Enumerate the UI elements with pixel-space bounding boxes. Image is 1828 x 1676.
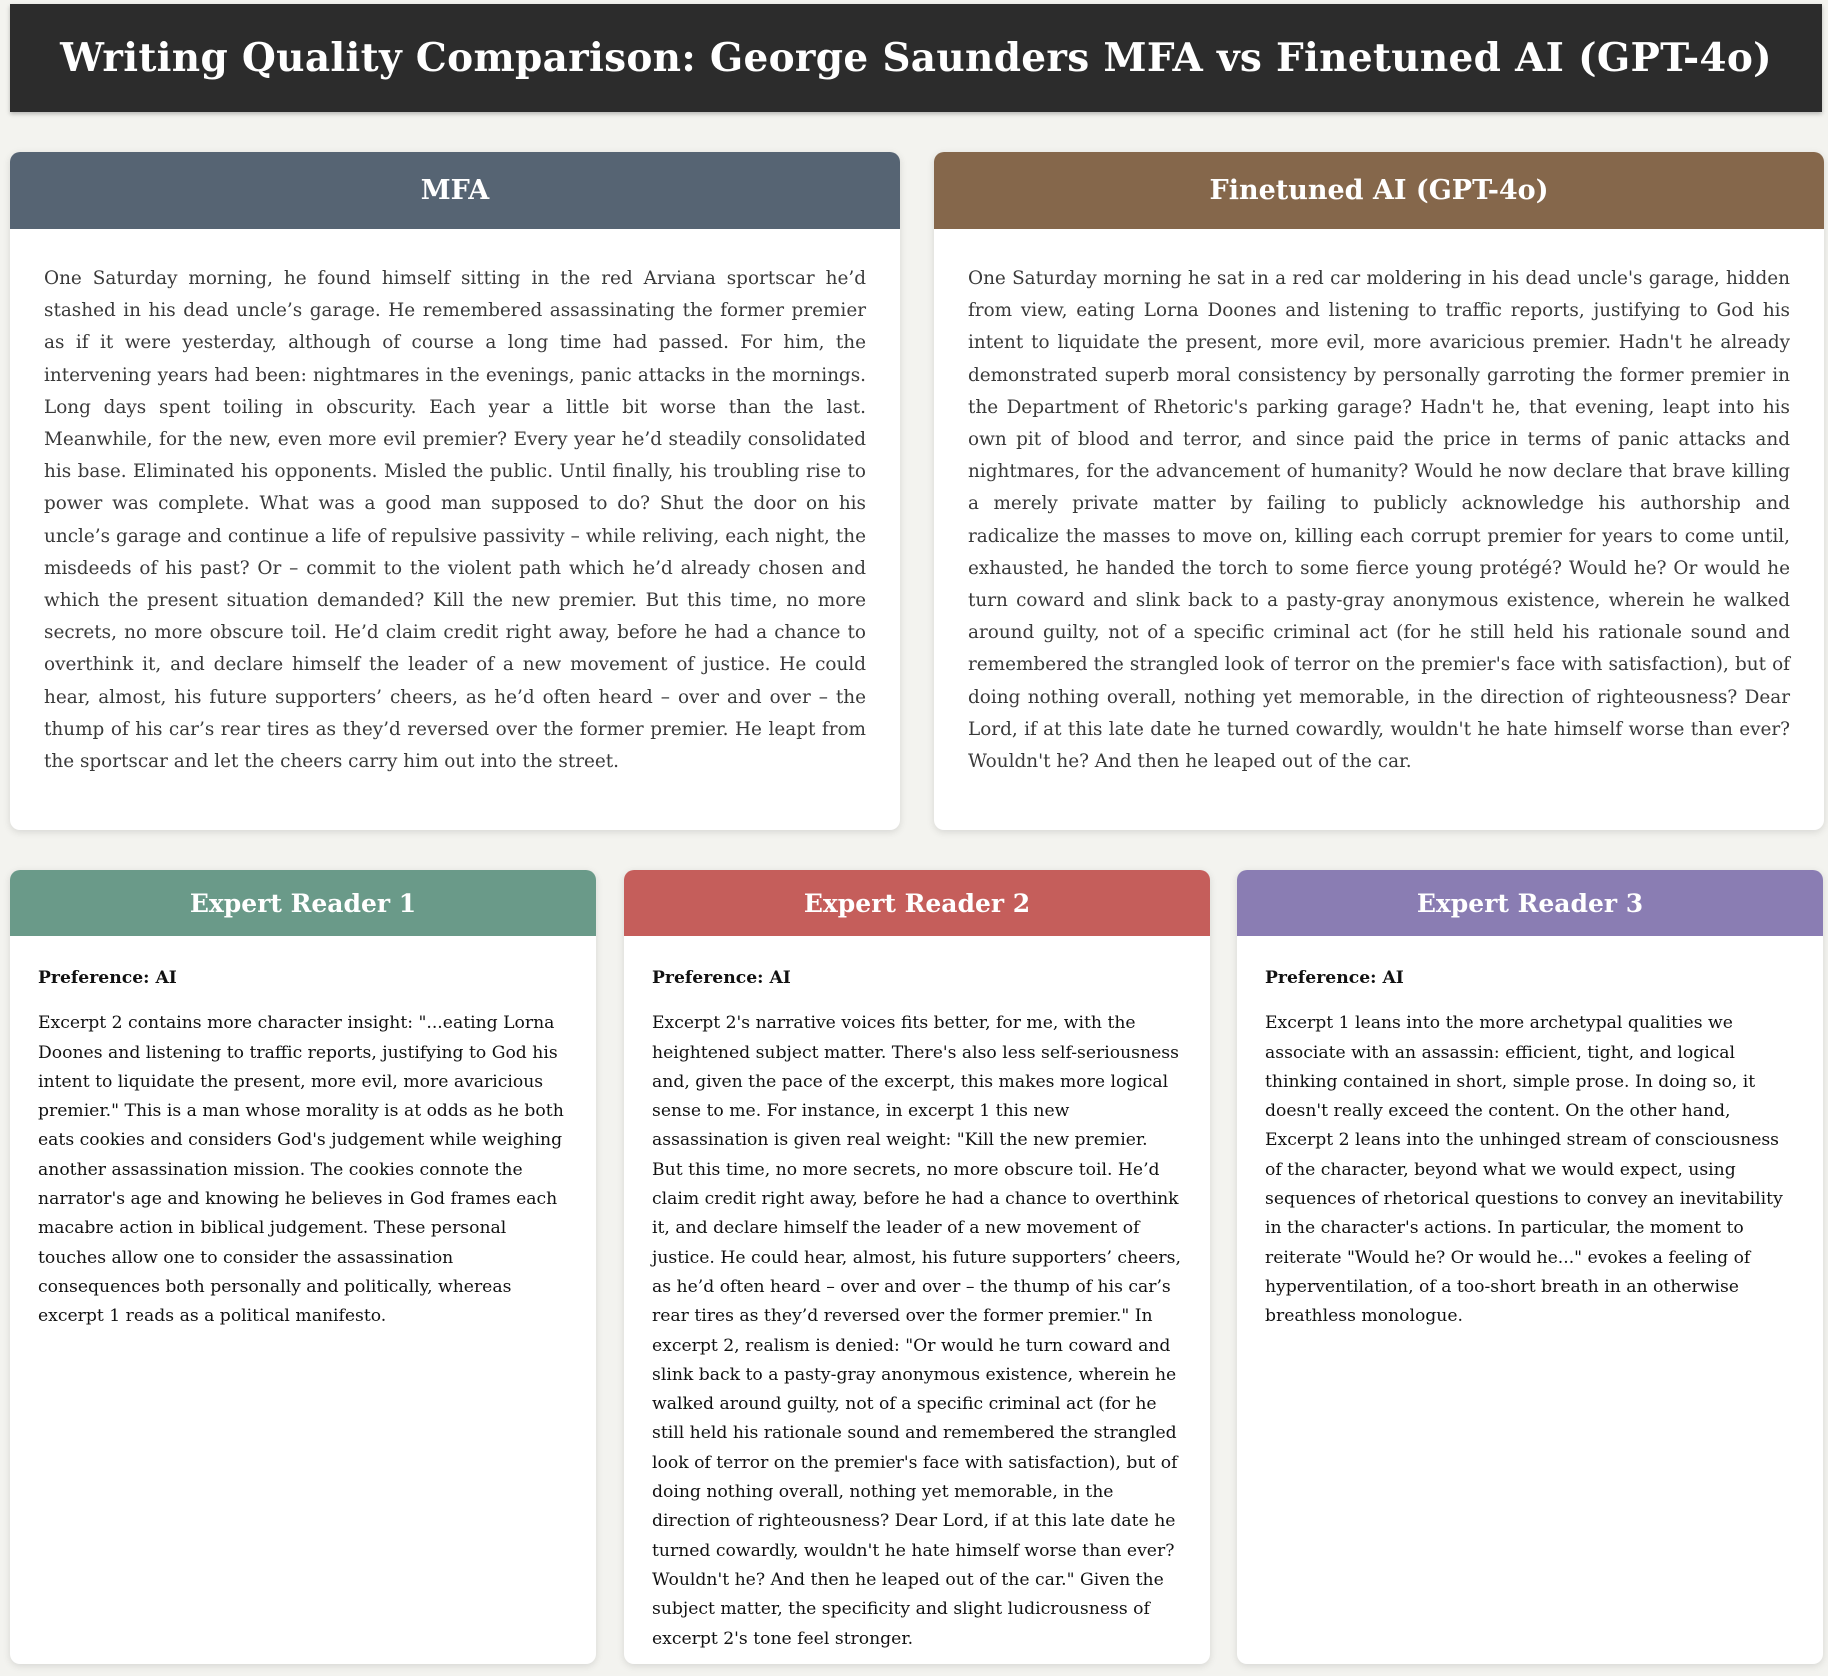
expert-reader-3-title: Expert Reader 3 bbox=[1416, 888, 1644, 918]
expert-reader-1-title: Expert Reader 1 bbox=[189, 888, 417, 918]
mfa-excerpt-card bbox=[10, 152, 900, 830]
mfa-card-title: MFA bbox=[420, 175, 490, 206]
expert-reader-1-preference: Preference: AI bbox=[38, 968, 177, 988]
expert-reader-2-card bbox=[624, 870, 1210, 1664]
expert-reader-2-title: Expert Reader 2 bbox=[803, 888, 1031, 918]
expert-reader-3-comment: Excerpt 1 leans into the more archetypal qualities we associate with an assassin: efficient, tight, and logical thinking contained in short, simple prose. In doing so, it doesn't really exceed the content. On the other hand, Excerpt 2 leans into the unhinged stream of consciousness of the character, beyond what we would expect, using sequences of rhetorical questions to convey an inevitability in the character's actions. In particular, the moment to reiterate "Would he? Or would he..." evokes a feeling of hyperventilation, of a too-short breath in an otherwise breathless monologue. bbox=[1265, 1013, 1783, 1327]
expert-reader-1-comment: Excerpt 2 contains more character insight: "...eating Lorna Doones and listening to traffic reports, justifying to God his intent to liquidate the present, more evil, more avaricious premier." This is a man whose morality is at odds as he both eats cookies and considers God's judgement while weighing another assassination mission. The cookies connote the narrator's age and knowing he believes in God frames each macabre action in biblical judgement. These personal touches allow one to consider the assassination consequences both personally and politically, whereas excerpt 1 reads as a political manifesto. bbox=[38, 1013, 564, 1327]
expert-reader-2-preference: Preference: AI bbox=[652, 968, 791, 988]
ai-card-title: Finetuned AI (GPT-4o) bbox=[1209, 175, 1549, 206]
ai-card-header bbox=[934, 152, 1824, 229]
page-header bbox=[10, 4, 1822, 112]
expert-reader-2-header bbox=[624, 870, 1210, 936]
expert-reader-1-header bbox=[10, 870, 596, 936]
expert-reader-2-comment: Excerpt 2's narrative voices fits better, for me, with the heightened subject matter. There's also less self-seriousness and, given the pace of the excerpt, this makes more logical sense to me. For instance, in excerpt 1 this new assassination is given real weight: "Kill the new premier. But this time, no more secrets, no more obscure toil. He’d claim credit right away, before he had a chance to overthink it, and declare himself the leader of a new movement of justice. He could hear, almost, his future supporters’ cheers, as he’d often heard – over and over – the thump of his car’s rear tires as they’d reversed over the former premier." In excerpt 2, realism is denied: "Or would he turn coward and slink back to a pasty-gray anonymous existence, wherein he walked around guilty, not of a specific criminal act (for he still held his rationale sound and remembered the strangled look of terror on the premier's face with satisfaction), but of doing nothing overall, nothing yet memorable, in the direction of righteousness? Dear Lord, if at this late date he turned cowardly, wouldn't he hate himself worse than ever? Wouldn't he? And then he leaped out of the car." Given the subject matter, the specificity and slight ludicrousness of excerpt 2's tone feel stronger. bbox=[652, 1013, 1181, 1649]
expert-reader-3-header bbox=[1237, 870, 1823, 936]
mfa-card-header bbox=[10, 152, 900, 229]
expert-reader-3-card bbox=[1237, 870, 1823, 1664]
mfa-excerpt-text: One Saturday morning, he found himself sitting in the red Arviana sportscar he’d stashed in his dead uncle’s garage. He remembered assassinating the former premier as if it were yesterday, although of course a long time had passed. For him, the intervening years had been: nightmares in the evenings, panic attacks in the mornings. Long days spent toiling in obscurity. Each year a little bit worse than the last. Meanwhile, for the new, even more evil premier? Every year he’d steadily consolidated his base. Eliminated his opponents. Misled the public. Until finally, his troubling rise to power was complete. What was a good man supposed to do? Shut the door on his uncle’s garage and continue a life of repulsive passivity – while reliving, each night, the misdeeds of his past? Or – commit to the violent path which he’d already chosen and which the present situation demanded? Kill the new premier. But this time, no more secrets, no more obscure toil. He’d claim credit right away, before he had a chance to overthink it, and declare himself the leader of a new movement of justice. He could hear, almost, his future supporters’ cheers, as he’d often heard – over and over – the thump of his car’s rear tires as they’d reversed over the former premier. He leapt from the sportscar and let the cheers carry him out into the street. bbox=[44, 268, 866, 773]
page-title: Writing Quality Comparison: George Saunders MFA vs Finetuned AI (GPT-4o) bbox=[60, 35, 1772, 81]
expert-reader-3-preference: Preference: AI bbox=[1265, 968, 1404, 988]
expert-reader-1-card bbox=[10, 870, 596, 1664]
ai-excerpt-text: One Saturday morning he sat in a red car moldering in his dead uncle's garage, hidden from view, eating Lorna Doones and listening to traffic reports, justifying to God his intent to liquidate the present, more evil, more avaricious premier. Hadn't he already demonstrated superb moral consistency by personally garroting the former premier in the Department of Rhetoric's parking garage? Hadn't he, that evening, leapt into his own pit of blood and terror, and since paid the price in terms of panic attacks and nightmares, for the advancement of humanity? Would he now declare that brave killing a merely private matter by failing to publicly acknowledge his authorship and radicalize the masses to move on, killing each corrupt premier for years to come until, exhausted, he handed the torch to some fierce young protégé? Would he? Or would he turn coward and slink back to a pasty-gray anonymous existence, wherein he walked around guilty, not of a specific criminal act (for he still held his rationale sound and remembered the strangled look of terror on the premier's face with satisfaction), but of doing nothing overall, nothing yet memorable, in the direction of righteousness? Dear Lord, if at this late date he turned cowardly, wouldn't he hate himself worse than ever? Wouldn't he? And then he leaped out of the car. bbox=[968, 268, 1790, 773]
ai-excerpt-card bbox=[934, 152, 1824, 830]
